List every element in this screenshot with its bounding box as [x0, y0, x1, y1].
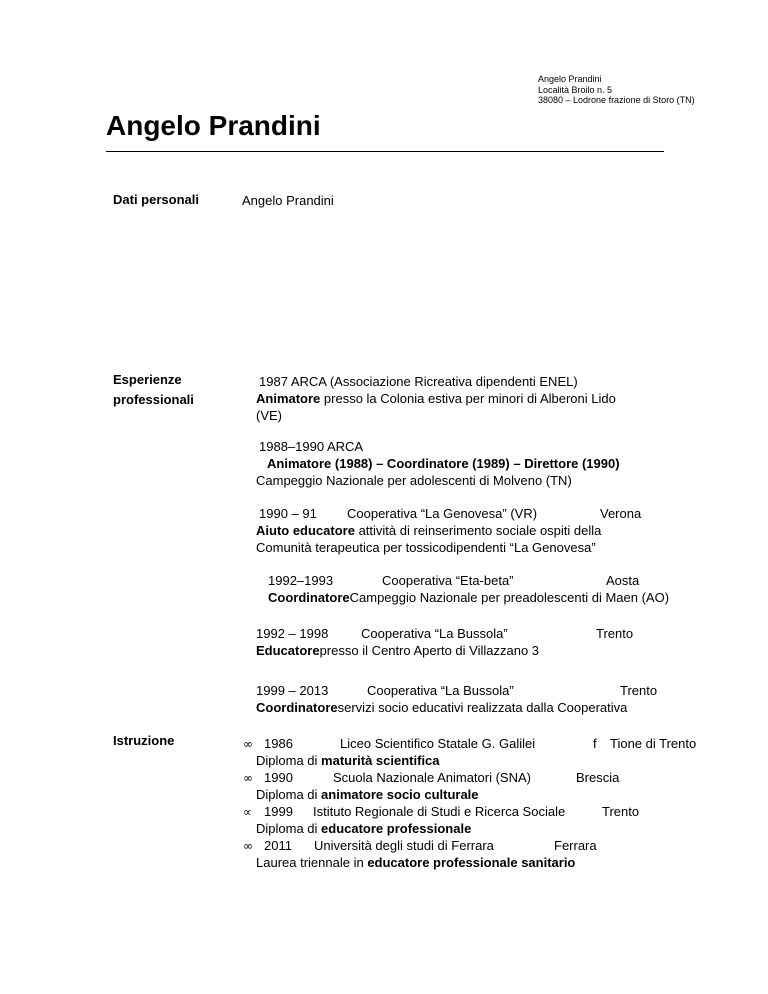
experience-desc-text: presso il Centro Aperto di Villazzano 3	[319, 643, 540, 658]
education-diploma-prefix: Laurea triennale in	[256, 855, 368, 870]
section-label-experience-1: Esperienze	[113, 372, 182, 387]
experience-entry-years: 1992–1993	[268, 573, 334, 588]
education-diploma-title: maturità scientifica	[321, 753, 440, 768]
experience-desc-text: presso la Colonia estiva per minori di Alberoni Lido	[320, 391, 616, 406]
education-place: Tione di Trento	[610, 736, 697, 751]
education-diploma	[256, 753, 440, 770]
bullet-icon: ∝	[243, 805, 252, 819]
education-entry-header	[243, 770, 260, 787]
experience-entry-org: Cooperativa “La Bussola”	[367, 683, 514, 698]
education-school: Scuola Nazionale Animatori (SNA)	[333, 770, 531, 785]
education-diploma	[256, 821, 471, 838]
education-diploma	[256, 855, 575, 872]
education-diploma-prefix: Diploma di	[256, 821, 322, 836]
experience-entry-desc	[256, 643, 539, 660]
education-entry-header	[243, 838, 260, 855]
experience-entry-desc	[256, 700, 627, 717]
experience-desc-text: servizi socio educativi realizzata dalla Cooperativa	[337, 700, 628, 715]
education-diploma-prefix: Diploma di	[256, 753, 322, 768]
education-year: 2011	[264, 838, 292, 853]
address-line-city: 38080 – Lodrone frazione di Storo (TN)	[538, 95, 695, 105]
education-diploma-prefix: Diploma di	[256, 787, 322, 802]
section-label-education: Istruzione	[113, 733, 175, 748]
experience-role: Coordinatore	[268, 590, 350, 605]
experience-role	[267, 456, 620, 473]
education-place: Trento	[602, 804, 640, 819]
experience-entry-org: Cooperativa “Eta-beta”	[382, 573, 514, 588]
experience-role: Educatore	[256, 643, 320, 658]
experience-entry-years: 1990 – 91	[259, 506, 317, 521]
experience-entry-desc	[256, 391, 616, 408]
address-line-name: Angelo Prandini	[538, 74, 602, 84]
experience-entry-header: 1988–1990 ARCA	[259, 439, 364, 454]
bullet-icon: ∞	[243, 839, 253, 853]
experience-entry-desc: Campeggio Nazionale per adolescenti di Molveno (TN)	[256, 473, 572, 488]
education-place: Brescia	[576, 770, 620, 785]
education-separator: f	[593, 736, 597, 751]
education-school: Istituto Regionale di Studi e Ricerca Sociale	[313, 804, 566, 819]
experience-entry-place: Trento	[620, 683, 658, 698]
experience-entry-years: 1992 – 1998	[256, 626, 329, 641]
education-place: Ferrara	[554, 838, 597, 853]
experience-desc-text: Campeggio Nazionale per preadolescenti di Maen (AO)	[349, 590, 670, 605]
document-title: Angelo Prandini	[106, 110, 321, 141]
education-diploma-title: educatore professionale sanitario	[367, 855, 576, 870]
experience-entry-years: 1999 – 2013	[256, 683, 329, 698]
education-diploma	[256, 787, 479, 804]
personal-name: Angelo Prandini	[242, 193, 334, 208]
experience-entry-place: Verona	[600, 506, 642, 521]
education-entry-header	[243, 804, 260, 821]
experience-entry-desc-cont: (VE)	[256, 408, 282, 423]
education-diploma-title: animatore socio culturale	[321, 787, 479, 802]
experience-entry-place: Aosta	[606, 573, 640, 588]
bullet-icon: ∞	[243, 771, 253, 785]
experience-role-text: Animatore (1988) – Coordinatore (1989) – Direttore (1990)	[267, 456, 620, 471]
experience-entry-place: Trento	[596, 626, 634, 641]
education-year: 1999	[264, 804, 293, 819]
education-entry-header	[243, 736, 260, 753]
section-label-personal: Dati personali	[113, 192, 199, 207]
education-year: 1986	[264, 736, 293, 751]
experience-entry-desc-cont: Comunità terapeutica per tossicodipendenti “La Genovesa”	[256, 540, 596, 555]
experience-entry-desc	[268, 590, 669, 607]
experience-entry-header: 1987 ARCA (Associazione Ricreativa dipendenti ENEL)	[259, 374, 578, 389]
education-year: 1990	[264, 770, 293, 785]
experience-desc-text: attività di reinserimento sociale ospiti della	[354, 523, 602, 538]
experience-role: Coordinatore	[256, 700, 338, 715]
education-school: Università degli studi di Ferrara	[314, 838, 494, 853]
experience-role: Animatore	[256, 391, 321, 406]
education-diploma-title: educatore professionale	[321, 821, 472, 836]
education-school: Liceo Scientifico Statale G. Galilei	[340, 736, 536, 751]
experience-entry-org: Cooperativa “La Genovesa” (VR)	[347, 506, 538, 521]
section-label-experience-2: professionali	[113, 392, 194, 407]
address-line-street: Località Broilo n. 5	[538, 84, 613, 95]
experience-entry-desc	[256, 523, 601, 540]
experience-role: Aiuto educatore	[256, 523, 355, 538]
title-divider	[106, 151, 664, 152]
bullet-icon: ∞	[243, 737, 253, 751]
experience-entry-org: Cooperativa “La Bussola”	[361, 626, 508, 641]
